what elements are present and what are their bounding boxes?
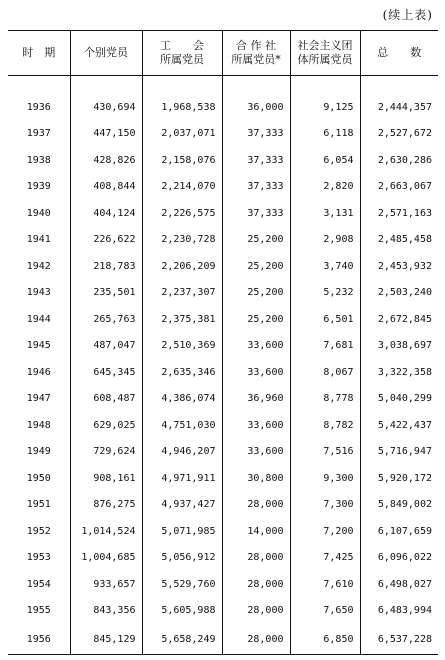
cell-individual: 447,150 — [70, 121, 142, 148]
cell-coop: 28,000 — [222, 545, 290, 572]
cell-total: 3,038,697 — [360, 333, 438, 360]
cell-year: 1950 — [26, 472, 51, 484]
cell-coop: 28,000 — [222, 598, 290, 625]
cell-socialist: 6,054 — [290, 147, 360, 174]
spacer-cell — [8, 76, 70, 95]
cell-year: 1943 — [26, 287, 51, 299]
cell-union: 4,386,074 — [142, 386, 222, 413]
table-row — [8, 571, 438, 598]
cell-year: 1937 — [26, 128, 51, 140]
table-row — [8, 174, 438, 201]
cell-individual: 1,014,524 — [70, 518, 142, 545]
cell-year: 1956 — [8, 624, 70, 655]
cell-union: 5,658,249 — [142, 624, 222, 655]
cell-socialist: 9,300 — [290, 465, 360, 492]
table-row — [8, 306, 438, 333]
cell-union: 4,946,207 — [142, 439, 222, 466]
cell-individual: 235,501 — [70, 280, 142, 307]
cell-socialist: 7,610 — [290, 571, 360, 598]
cell-total: 5,716,947 — [360, 439, 438, 466]
header-socialist — [290, 31, 360, 76]
cell-year: 1954 — [26, 578, 51, 590]
cell-coop: 30,800 — [222, 465, 290, 492]
spacer-cell — [360, 76, 438, 95]
cell-year: 1955 — [26, 605, 51, 617]
cell-union: 2,510,369 — [142, 333, 222, 360]
table-body — [8, 76, 438, 655]
cell-year: 1941 — [26, 234, 51, 246]
table-row — [8, 253, 438, 280]
cell-individual: 265,763 — [70, 306, 142, 333]
cell-year: 1948 — [26, 419, 51, 431]
cell-year: 1940 — [26, 207, 51, 219]
cell-coop: 28,000 — [222, 492, 290, 519]
table-row — [8, 598, 438, 625]
table-row — [8, 492, 438, 519]
header-year: 时 期 — [8, 31, 70, 76]
cell-socialist: 9,125 — [290, 94, 360, 121]
cell-coop: 25,200 — [222, 253, 290, 280]
cell-coop: 37,333 — [222, 200, 290, 227]
cell-total: 2,672,845 — [360, 306, 438, 333]
cell-year: 1946 — [26, 366, 51, 378]
table-row — [8, 280, 438, 307]
table-row — [8, 518, 438, 545]
cell-socialist: 7,650 — [290, 598, 360, 625]
cell-individual: 404,124 — [70, 200, 142, 227]
cell-individual: 645,345 — [70, 359, 142, 386]
cell-socialist: 8,778 — [290, 386, 360, 413]
cell-coop: 33,600 — [222, 412, 290, 439]
cell-coop: 14,000 — [222, 518, 290, 545]
table-row — [8, 359, 438, 386]
cell-individual: 218,783 — [70, 253, 142, 280]
cell-union: 2,226,575 — [142, 200, 222, 227]
table-row — [8, 333, 438, 360]
cell-coop: 37,333 — [222, 174, 290, 201]
cell-individual: 1,004,685 — [70, 545, 142, 572]
header-union-line1: 工 会 — [160, 39, 204, 52]
table-row — [8, 624, 438, 655]
cell-coop: 36,960 — [222, 386, 290, 413]
cell-total: 2,444,357 — [360, 94, 438, 121]
membership-table — [8, 30, 438, 655]
cell-total: 5,040,299 — [360, 386, 438, 413]
spacer-cell — [222, 76, 290, 95]
cell-socialist: 3,131 — [290, 200, 360, 227]
cell-total: 2,527,672 — [360, 121, 438, 148]
cell-year: 1949 — [26, 446, 51, 458]
table-spacer-row — [8, 76, 438, 95]
cell-coop: 28,000 — [222, 624, 290, 655]
cell-socialist: 7,425 — [290, 545, 360, 572]
cell-socialist: 5,232 — [290, 280, 360, 307]
cell-socialist: 7,200 — [290, 518, 360, 545]
cell-union: 4,971,911 — [142, 465, 222, 492]
table-row — [8, 545, 438, 572]
cell-coop: 33,600 — [222, 333, 290, 360]
header-total: 总 数 — [360, 31, 438, 76]
table-row — [8, 227, 438, 254]
table-row — [8, 94, 438, 121]
cell-year: 1944 — [26, 313, 51, 325]
cell-year: 1936 — [26, 101, 51, 113]
cell-union: 2,037,071 — [142, 121, 222, 148]
table-row — [8, 412, 438, 439]
cell-individual: 408,844 — [70, 174, 142, 201]
table-row — [8, 386, 438, 413]
cell-socialist: 8,782 — [290, 412, 360, 439]
cell-total: 2,663,067 — [360, 174, 438, 201]
cell-individual: 487,047 — [70, 333, 142, 360]
cell-individual: 608,487 — [70, 386, 142, 413]
cell-total: 6,483,994 — [360, 598, 438, 625]
cell-socialist: 6,850 — [290, 624, 360, 655]
cell-year: 1945 — [26, 340, 51, 352]
cell-individual: 226,622 — [70, 227, 142, 254]
cell-year: 1938 — [26, 154, 51, 166]
cell-coop: 25,200 — [222, 306, 290, 333]
cell-individual: 933,657 — [70, 571, 142, 598]
cell-total: 5,422,437 — [360, 412, 438, 439]
cell-coop: 36,000 — [222, 94, 290, 121]
cell-individual: 430,694 — [70, 94, 142, 121]
cell-individual: 845,129 — [70, 624, 142, 655]
cell-socialist: 7,681 — [290, 333, 360, 360]
cell-individual: 629,025 — [70, 412, 142, 439]
cell-union: 1,968,538 — [142, 94, 222, 121]
cell-total: 6,498,027 — [360, 571, 438, 598]
table-row — [8, 465, 438, 492]
cell-coop: 28,000 — [222, 571, 290, 598]
cell-coop: 25,200 — [222, 227, 290, 254]
cell-individual: 908,161 — [70, 465, 142, 492]
table-row — [8, 439, 438, 466]
spacer-cell — [142, 76, 222, 95]
spacer-cell — [290, 76, 360, 95]
cell-coop: 37,333 — [222, 121, 290, 148]
cell-socialist: 2,820 — [290, 174, 360, 201]
cell-union: 5,071,985 — [142, 518, 222, 545]
table-row — [8, 200, 438, 227]
header-socialist-line2: 体所属党员 — [297, 53, 353, 66]
cell-total: 2,485,458 — [360, 227, 438, 254]
cell-total: 5,920,172 — [360, 465, 438, 492]
cell-socialist: 2,908 — [290, 227, 360, 254]
cell-union: 5,056,912 — [142, 545, 222, 572]
cell-total: 2,503,240 — [360, 280, 438, 307]
cell-total: 5,849,002 — [360, 492, 438, 519]
cell-union: 2,230,728 — [142, 227, 222, 254]
header-coop-line2: 所属党员* — [231, 53, 281, 66]
cell-socialist: 6,501 — [290, 306, 360, 333]
header-union — [142, 31, 222, 76]
cell-coop: 33,600 — [222, 359, 290, 386]
header-socialist-line1: 社会主义团 — [297, 39, 353, 52]
cell-total: 6,107,659 — [360, 518, 438, 545]
header-union-line2: 所属党员 — [160, 53, 204, 66]
header-coop — [222, 31, 290, 76]
cell-union: 2,214,070 — [142, 174, 222, 201]
spacer-cell — [70, 76, 142, 95]
cell-coop: 25,200 — [222, 280, 290, 307]
cell-union: 5,529,760 — [142, 571, 222, 598]
cell-year: 1953 — [26, 552, 51, 564]
table-row — [8, 121, 438, 148]
cell-year: 1942 — [26, 260, 51, 272]
cell-socialist: 3,740 — [290, 253, 360, 280]
header-coop-line1: 合 作 社 — [236, 39, 276, 52]
cell-socialist: 7,516 — [290, 439, 360, 466]
cell-total: 6,537,228 — [360, 624, 438, 655]
cell-union: 2,375,381 — [142, 306, 222, 333]
cell-total: 6,096,022 — [360, 545, 438, 572]
table-row — [8, 147, 438, 174]
cell-individual: 729,624 — [70, 439, 142, 466]
cell-union: 5,605,988 — [142, 598, 222, 625]
cell-total: 2,571,163 — [360, 200, 438, 227]
cell-individual: 876,275 — [70, 492, 142, 519]
cell-socialist: 6,118 — [290, 121, 360, 148]
cell-total: 2,453,932 — [360, 253, 438, 280]
cell-union: 4,937,427 — [142, 492, 222, 519]
cell-socialist: 7,300 — [290, 492, 360, 519]
cell-union: 2,206,209 — [142, 253, 222, 280]
header-individual: 个别党员 — [70, 31, 142, 76]
cell-year: 1947 — [26, 393, 51, 405]
cell-union: 2,158,076 — [142, 147, 222, 174]
cell-year: 1952 — [26, 525, 51, 537]
cell-total: 2,630,286 — [360, 147, 438, 174]
table-continuation-caption: (续上表) — [382, 8, 433, 22]
cell-union: 2,635,346 — [142, 359, 222, 386]
cell-union: 4,751,030 — [142, 412, 222, 439]
cell-socialist: 8,067 — [290, 359, 360, 386]
cell-coop: 37,333 — [222, 147, 290, 174]
cell-total: 3,322,358 — [360, 359, 438, 386]
cell-union: 2,237,307 — [142, 280, 222, 307]
cell-individual: 428,826 — [70, 147, 142, 174]
cell-coop: 33,600 — [222, 439, 290, 466]
table-header-row — [8, 31, 438, 76]
cell-individual: 843,356 — [70, 598, 142, 625]
cell-year: 1951 — [26, 499, 51, 511]
cell-year: 1939 — [26, 181, 51, 193]
